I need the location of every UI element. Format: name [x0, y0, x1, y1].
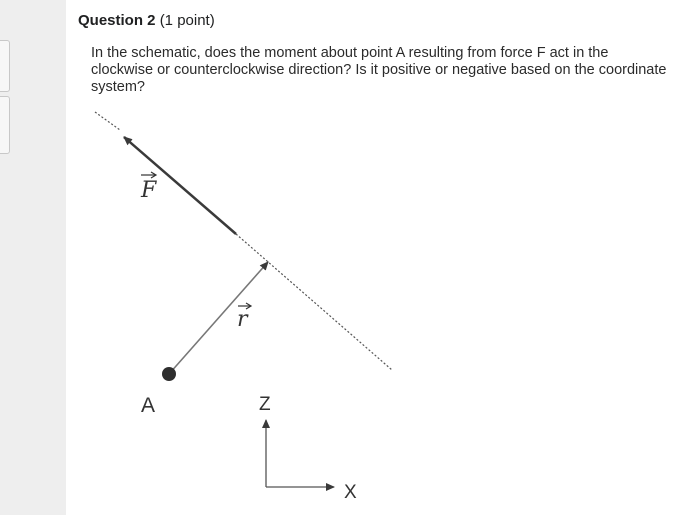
x-axis-label: X [344, 482, 357, 503]
svg-text:F: F [141, 178, 157, 203]
z-axis-label: Z [259, 394, 271, 415]
question-number: Question 2 [78, 12, 156, 29]
position-vector [169, 262, 268, 374]
line-of-action-upper [95, 112, 120, 130]
position-vector-label [237, 303, 251, 332]
force-label [140, 172, 157, 203]
svg-text:r: r [237, 307, 248, 332]
line-of-action-lower [236, 234, 392, 370]
question-text: In the schematic, does the moment about point A resulting from force F act in the clockwise or counterclockwise direction? Is it positive or negative based on the coordinate system? [91, 45, 667, 95]
question-points: (1 point) [159, 12, 215, 29]
point-a-dot [162, 367, 176, 381]
point-a-label: A [141, 394, 156, 417]
